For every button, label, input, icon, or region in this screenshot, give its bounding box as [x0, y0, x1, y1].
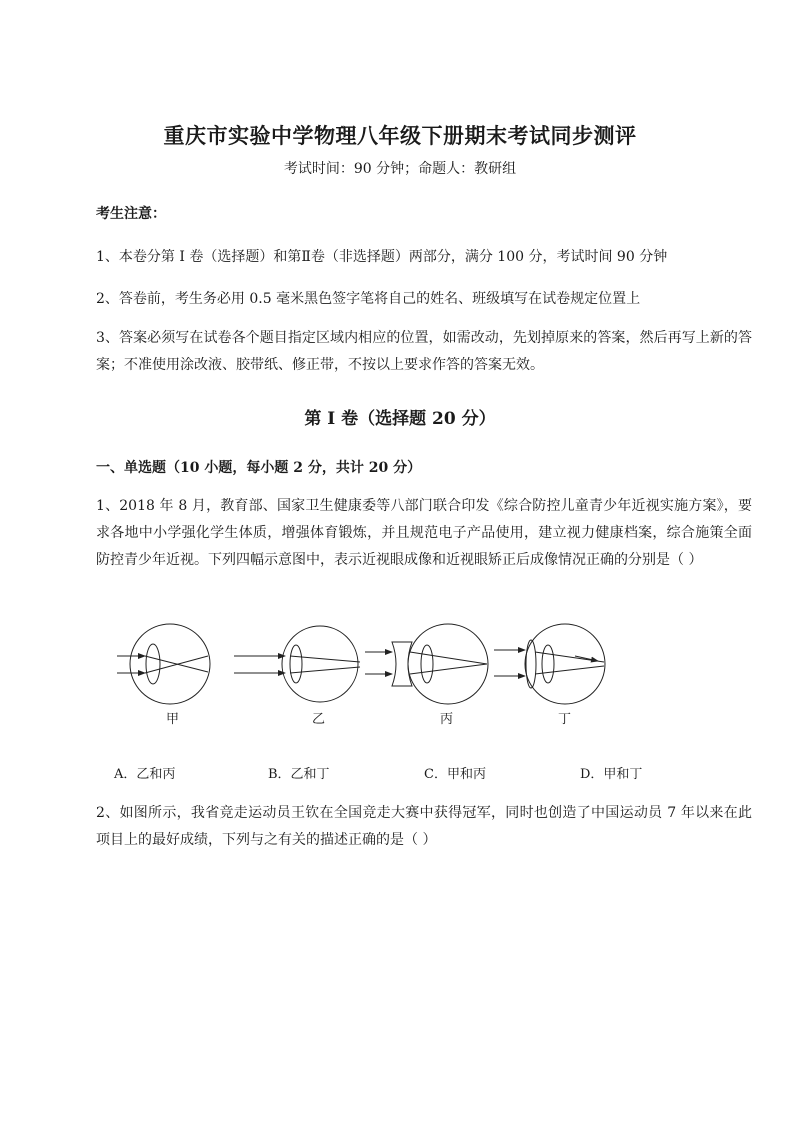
section-title: 第 I 卷（选择题 20 分）: [304, 409, 496, 429]
question-1-text: 1、2018 年 8 月，教育部、国家卫生健康委等八部门联合印发《综合防控儿童青少年近视实施方案》，要求各地中小学强化学生体质，增强体育锻炼，并且规范电子产品使用，建立视力健康档案，综合施策全面防控青少年近视。下列四幅示意图中，表示近视眼成像和近视眼矫正后成像情况正确的分别是（ ）: [96, 498, 752, 568]
eye-diagram-bing: [365, 624, 488, 704]
option-d: D．甲和丁: [580, 767, 643, 782]
figure-label-bing: 丙: [440, 712, 454, 727]
figure-label-yi: 乙: [312, 712, 326, 727]
page-title: 重庆市实验中学物理八年级下册期末考试同步测评: [163, 123, 637, 148]
notice-heading: 考生注意：: [96, 206, 166, 222]
part-heading: 一、单选题（10 小题，每小题 2 分，共计 20 分）: [96, 460, 422, 476]
figure-label-ding: 丁: [558, 712, 572, 727]
figure-label-jia: 甲: [166, 712, 180, 727]
eye-diagram-jia: [117, 624, 210, 704]
eye-diagram-ding: [494, 624, 605, 704]
option-a: A．乙和丙: [114, 767, 176, 782]
eye-diagram-yi: [234, 626, 360, 702]
notice-item-2: 2、答卷前，考生务必用 0.5 毫米黑色签字笔将自己的姓名、班级填写在试卷规定位置上: [96, 291, 641, 307]
question-2-text: 2、如图所示，我省竞走运动员王钦在全国竞走大赛中获得冠军，同时也创造了中国运动员 7 年以来在此项目上的最好成绩，下列与之有关的描述正确的是（ ）: [96, 805, 752, 848]
notice-item-3: 3、答案必须写在试卷各个题目指定区域内相应的位置，如需改动，先划掉原来的答案，然后再写上新的答案；不准使用涂改液、胶带纸、修正带，不按以上要求作答的答案无效。: [96, 330, 752, 373]
notice-item-1: 1、本卷分第 I 卷（选择题）和第Ⅱ卷（非选择题）两部分，满分 100 分，考试时间 90 分钟: [96, 249, 668, 265]
option-b: B．乙和丁: [268, 767, 330, 782]
option-c: C．甲和丙: [424, 767, 486, 782]
exam-info: 考试时间：90 分钟；命题人：教研组: [283, 161, 517, 177]
